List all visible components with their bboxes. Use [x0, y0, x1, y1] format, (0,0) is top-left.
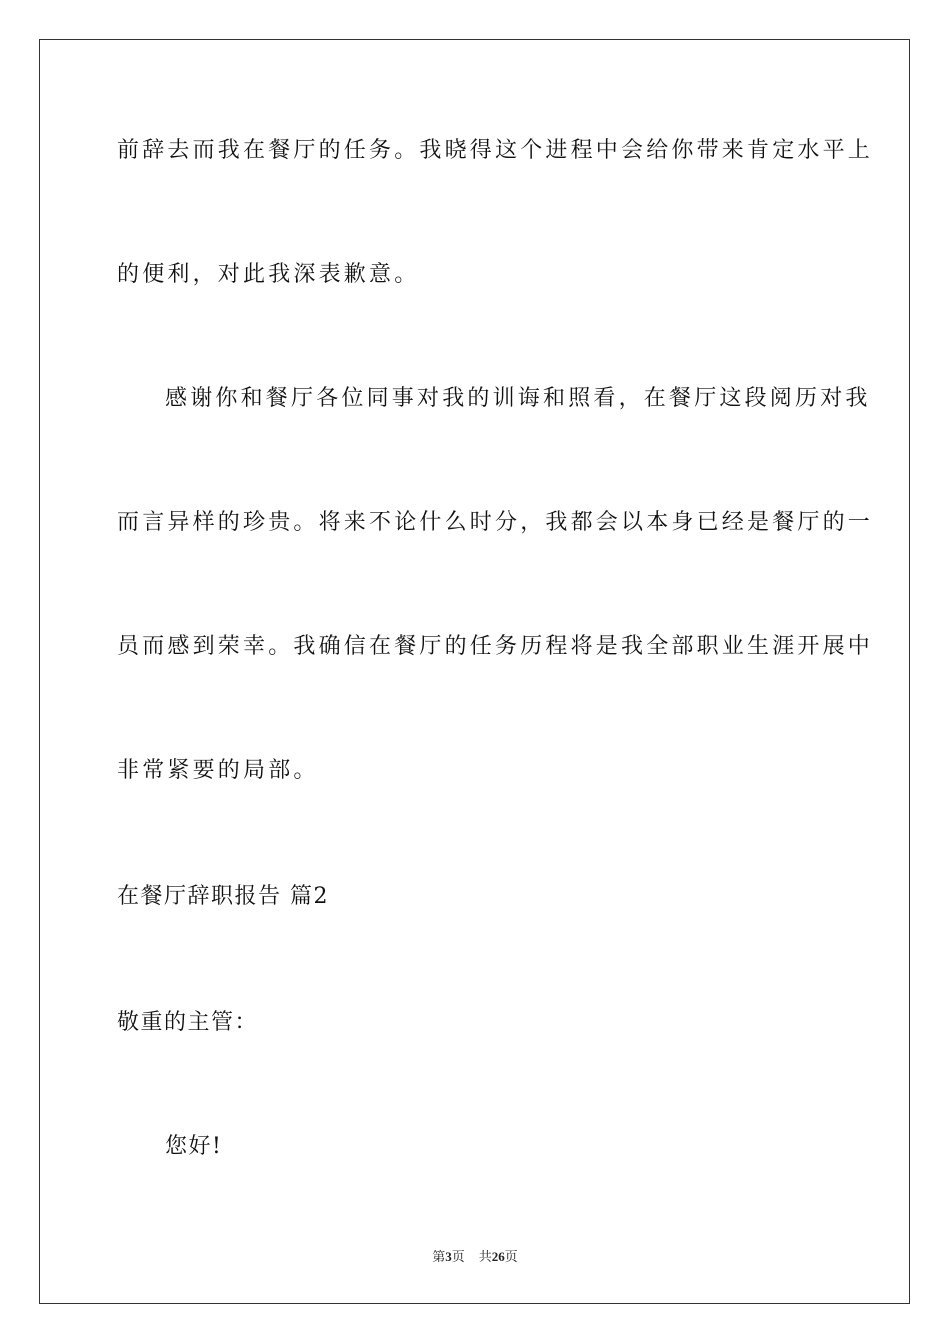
body-line-2: 的便利，对此我深表歉意。 — [117, 262, 420, 287]
body-line-6: 非常紧要的局部。 — [117, 758, 319, 783]
greeting: 您好! — [165, 1134, 223, 1159]
footer-total-prefix: 共 — [478, 1249, 492, 1264]
footer-page-current: 3 — [445, 1249, 452, 1264]
salutation: 敬重的主管： — [117, 1010, 259, 1035]
page-border — [39, 39, 910, 1304]
body-line-3: 感谢你和餐厅各位同事对我的训诲和照看，在餐厅这段阅历对我 — [165, 386, 871, 411]
footer-page-total: 26 — [491, 1249, 505, 1264]
section-title: 在餐厅辞职报告 篇2 — [117, 884, 329, 909]
page-footer — [0, 1248, 950, 1266]
footer-page-prefix: 第 — [432, 1249, 446, 1264]
body-line-5: 员而感到荣幸。我确信在餐厅的任务历程将是我全部职业生涯开展中 — [117, 634, 874, 659]
body-line-1: 前辞去而我在餐厅的任务。我晓得这个进程中会给你带来肯定水平上 — [117, 138, 874, 163]
body-line-4: 而言异样的珍贵。将来不论什么时分，我都会以本身已经是餐厅的一 — [117, 510, 874, 535]
footer-page-unit: 页 — [451, 1249, 465, 1264]
footer-total-unit: 页 — [504, 1249, 518, 1264]
